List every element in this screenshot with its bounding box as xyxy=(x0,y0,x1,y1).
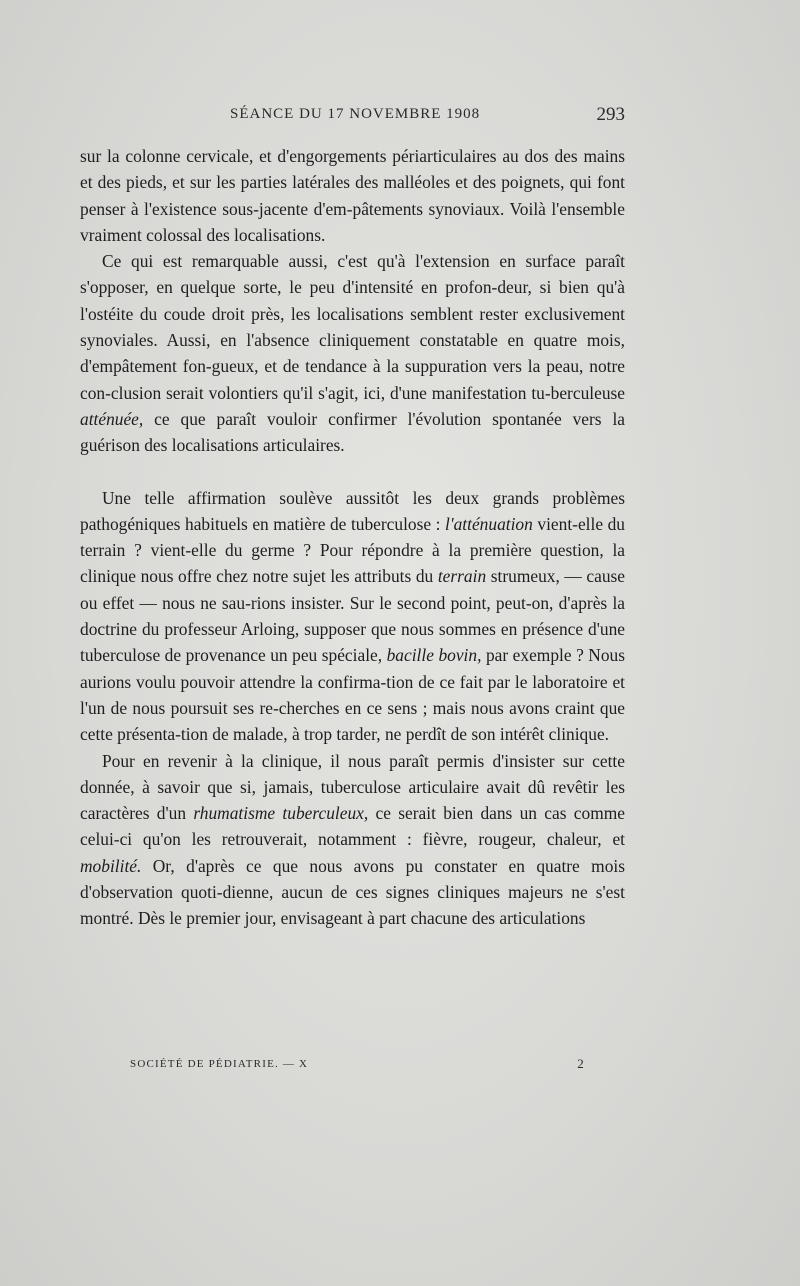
paragraph-2: Ce qui est remarquable aussi, c'est qu'à l'extension en surface paraît s'opposer, en quelque sorte, le peu d'intensité en profon-deur, si bien qu'à l'ostéite du coude droit près, les localisations semblent rester exclusivement synoviales. Aussi, en l'absence cliniquement constatable en quatre mois, d'empâtement fon-gueux, et de tendance à la suppuration vers la peau, notre con-clusion serait volontiers qu'il s'agit, ici, d'une manifestation tu-berculeuse atténuée, ce que paraît vouloir confirmer l'évolution spontanée vers la guérison des localisations articulaires. xyxy=(80,251,625,456)
emphasis-attenuee: atténuée, xyxy=(80,408,144,429)
signature-mark: 2 xyxy=(577,1056,585,1071)
emphasis-mobilite: mobilité. xyxy=(80,855,142,876)
emphasis-attenuation: l'atténuation xyxy=(445,513,533,534)
page-header xyxy=(80,104,625,130)
page-footer xyxy=(130,1058,585,1078)
paragraph-4: Pour en revenir à la clinique, il nous paraît permis d'insister sur cette donnée, à savoir que si, jamais, tuberculose articulaire avait dû revêtir les caractères d'un rhumatisme tuberculeux, ce serait bien dans un cas comme celui-ci qu'on les retrouverait, notamment : fièvre, rougeur, chaleur, et mobilité. Or, d'après ce que nous avons pu constater en quatre mois d'observation quoti-dienne, aucun de ces signes cliniques majeurs ne s'est montré. Dès le premier jour, envisageant à part chacune des articulations xyxy=(80,750,625,929)
page-number: 293 xyxy=(596,104,625,125)
body-text xyxy=(80,143,625,932)
emphasis-terrain: terrain xyxy=(437,566,487,587)
running-head: SÉANCE DU 17 NOVEMBRE 1908 xyxy=(230,106,481,122)
paragraph-3: Une telle affirmation soulève aussitôt les deux grands problèmes pathogéniques habituels en matière de tuberculose : l'atténuation vient-elle du terrain ? vient-elle du germe ? Pour répondre à la première question, la clinique nous offre chez notre sujet les attributs du terrain strumeux, — cause ou effet — nous ne sau-rions insister. Sur le second point, peut-on, d'après la doctrine du professeur Arloing, supposer que nous sommes en présence d'une tuberculose de provenance un peu spéciale, bacille bovin, par exemple ? Nous aurions voulu pouvoir attendre la confirma-tion de ce fait par le laboratoire et l'un de nous poursuit ses re-cherches en ce sens ; mais nous avons craint que cette présenta-tion de malade, à trop tarder, ne perdît de son intérêt clinique. xyxy=(80,487,626,745)
emphasis-bacille-bovin: bacille bovin, xyxy=(386,645,482,666)
footer-text: SOCIÉTÉ DE PÉDIATRIE. — X xyxy=(130,1058,309,1070)
emphasis-rhumatisme: rhumatisme tuberculeux, xyxy=(193,803,369,824)
paragraph-1: sur la colonne cervicale, et d'engorgements périarticulaires au dos des mains et des pieds, et sur les parties latérales des malléoles et des poignets, qui font penser à l'existence sous-jacente d'em-pâtements synoviaux. Voilà l'ensemble vraiment colossal des localisations. xyxy=(80,146,625,245)
